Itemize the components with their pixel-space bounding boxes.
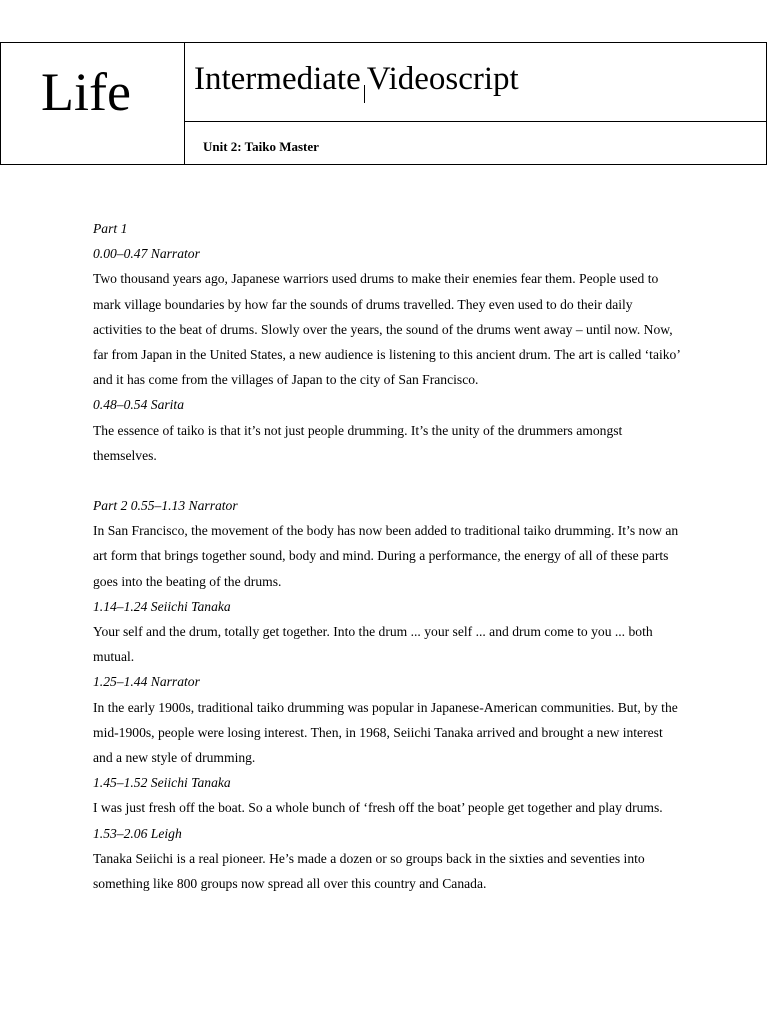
- header-horizontal-divider: [184, 121, 766, 122]
- transcript-paragraph: Your self and the drum, totally get together. Into the drum ... your self ... and drum come to you ... both mutual.: [93, 624, 653, 665]
- videoscript-body: [93, 216, 683, 896]
- transcript-paragraph: Tanaka Seiichi is a real pioneer. He’s made a dozen or so groups back in the sixties and seventies into something like 800 groups now spread all over this country and Canada.: [93, 850, 645, 892]
- speaker-cue: 1.14–1.24 Seiichi Tanaka: [93, 598, 231, 614]
- speaker-cue: 1.53–2.06 Leigh: [93, 825, 182, 841]
- title-type: Videoscript: [366, 61, 519, 97]
- transcript-paragraph: Two thousand years ago, Japanese warriors used drums to make their enemies fear them. People used to mark village boundaries by how far the sounds of drums travelled. They even used to do their daily activities to the beat of drums. Slowly over the years, the sound of the drums went away – until now. Now, far from Japan in the United States, a new audience is listening to this ancient drum. The art is called ‘taiko’ and it has come from the villages of Japan to the city of San Francisco.: [93, 271, 680, 388]
- transcript-paragraph: In San Francisco, the movement of the body has now been added to traditional taiko drumming. It’s now an art form that brings together sound, body and mind. During a performance, the energy of all of these parts goes into the beating of the drums.: [93, 523, 679, 589]
- document-header: [0, 42, 767, 165]
- header-vertical-divider: [184, 43, 185, 164]
- part-heading: Part 1: [93, 221, 128, 236]
- brand-logo-text: Life: [41, 62, 131, 122]
- transcript-paragraph: I was just fresh off the boat. So a whole bunch of ‘fresh off the boat’ people get together and play drums.: [93, 800, 663, 816]
- speaker-cue: Part 2 0.55–1.13 Narrator: [93, 498, 238, 514]
- transcript-paragraph: In the early 1900s, traditional taiko drumming was popular in Japanese-American communities. But, by the mid-1900s, people were losing interest. Then, in 1968, Seiichi Tanaka arrived and brought a new interest and a new style of drumming.: [93, 699, 678, 766]
- title-level: Intermediate: [194, 61, 361, 97]
- speaker-cue: 1.45–1.52 Seiichi Tanaka: [93, 775, 231, 791]
- unit-heading: Unit 2: Taiko Master: [203, 139, 319, 154]
- speaker-cue: 0.48–0.54 Sarita: [93, 397, 185, 413]
- document-title: [194, 63, 519, 103]
- transcript-paragraph: The essence of taiko is that it’s not just people drumming. It’s the unity of the drummers amongst themselves.: [93, 422, 623, 463]
- speaker-cue: 1.25–1.44 Narrator: [93, 674, 200, 690]
- title-separator: [364, 85, 365, 103]
- speaker-cue: 0.00–0.47 Narrator: [93, 246, 200, 262]
- section-gap: [93, 468, 683, 493]
